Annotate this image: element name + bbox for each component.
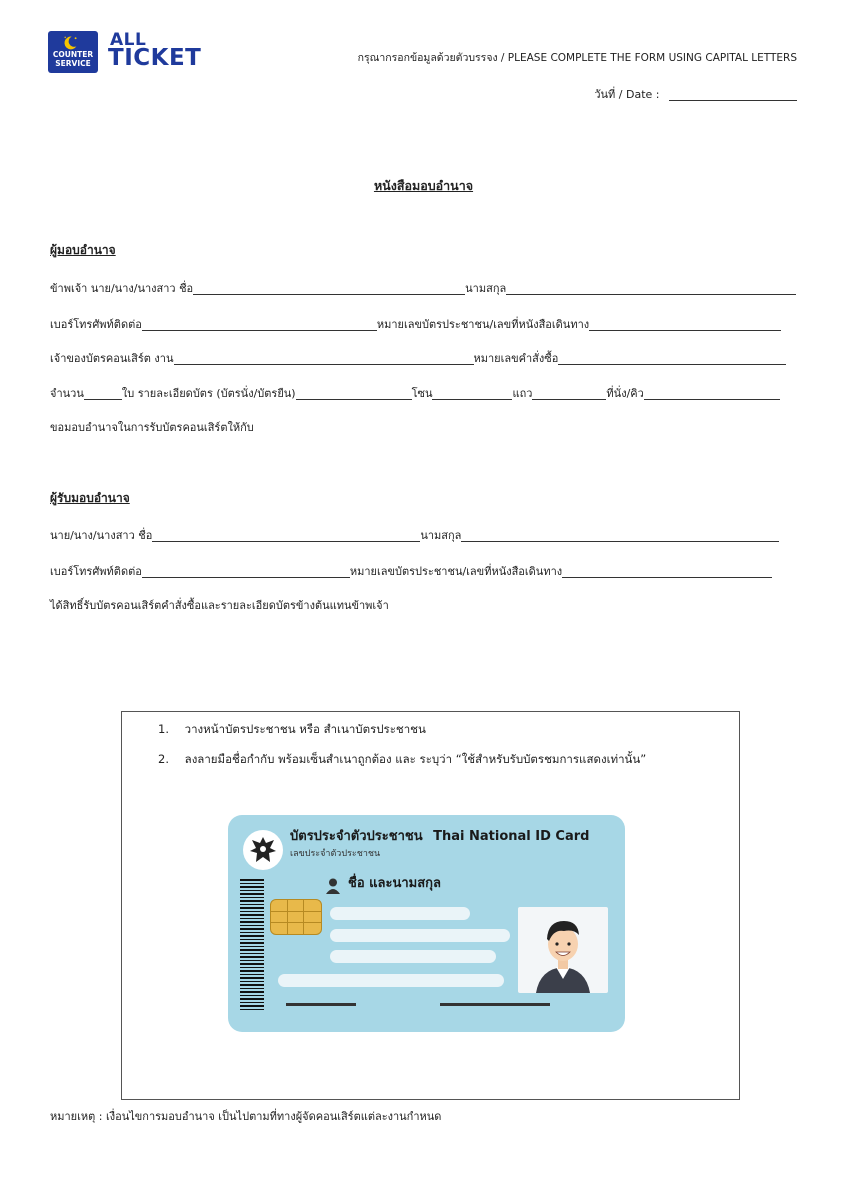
instruction-text: ลงลายมือชื่อกำกับ พร้อมเซ็นสำเนาถูกต้อง และ ระบุว่า “ใช้สำหรับรับบัตรชมการแสดงเท่านั้น”: [184, 752, 647, 766]
grantor-qty-field[interactable]: [84, 388, 122, 400]
logo-ticket-text: TICKET: [108, 45, 202, 71]
id-card-title: [290, 830, 589, 844]
grantor-contact-row: [50, 318, 781, 332]
instruction-number: 2.: [158, 752, 169, 766]
grantor-name-field[interactable]: [193, 283, 465, 295]
moon-icon: [62, 35, 78, 51]
grantor-row-label: แถว: [512, 387, 533, 400]
logo-service-text: SERVICE: [55, 59, 91, 68]
grantor-name-label: ข้าพเจ้า นาย/นาง/นางสาว ชื่อ: [50, 282, 194, 295]
grantor-id-field[interactable]: [589, 319, 781, 331]
placeholder-line: [330, 929, 510, 942]
signature-line: [286, 1003, 356, 1006]
date-row: [594, 88, 797, 102]
date-field[interactable]: [669, 89, 797, 101]
grantor-order-label: หมายเลขคำสั่งซื้อ: [473, 352, 559, 365]
garuda-emblem-icon: [242, 829, 284, 871]
grantor-detail-field[interactable]: [296, 388, 412, 400]
id-card-name-label: ชื่อ และนามสกุล: [348, 876, 442, 891]
barcode: [240, 879, 264, 1011]
grantee-id-label: หมายเลขบัตรประชาชน/เลขที่หนังสือเดินทาง: [349, 565, 563, 578]
logo-all-text: ALL: [110, 30, 147, 50]
id-photo: [518, 907, 608, 993]
id-card-subtitle: เลขประจำตัวประชาชน: [290, 849, 381, 859]
placeholder-line: [278, 974, 504, 987]
grantor-qty-label: จำนวน: [50, 387, 84, 400]
placeholder-line: [330, 907, 470, 920]
instruction-item: [158, 722, 426, 736]
grantee-heading: ผู้รับมอบอำนาจ: [50, 491, 130, 505]
grantee-id-field[interactable]: [562, 566, 772, 578]
grantor-name-row: [50, 282, 796, 296]
grantor-zone-label: โซน: [411, 387, 433, 400]
id-card-title-en: Thai National ID Card: [433, 829, 590, 844]
grantee-surname-label: นามสกุล: [420, 529, 462, 542]
grantor-seat-label: ที่นั่ง/คิว: [606, 387, 644, 400]
grantor-closing: ขอมอบอำนาจในการรับบัตรคอนเสิร์ตให้กับ: [50, 421, 254, 434]
grantor-row-field[interactable]: [532, 388, 606, 400]
grantee-name-row: [50, 529, 779, 543]
logo-counter-text: COUNTER: [52, 50, 94, 59]
footer-note: หมายเหตุ : เงื่อนไขการมอบอำนาจ เป็นไปตามที่ทางผู้จัดคอนเสิร์ตแต่ละงานกำหนด: [50, 1110, 442, 1123]
grantee-name-label: นาย/นาง/นางสาว ชื่อ: [50, 529, 153, 542]
grantee-closing: ได้สิทธิ์รับบัตรคอนเสิร์ตคำสั่งซื้อและรายละเอียดบัตรข้างต้นแทนข้าพเจ้า: [50, 599, 389, 612]
instruction-text: วางหน้าบัตรประชาชน หรือ สำเนาบัตรประชาชน: [184, 722, 426, 736]
id-card-title-th: บัตรประจำตัวประชาชน: [290, 829, 423, 844]
grantee-phone-field[interactable]: [142, 566, 350, 578]
page-title: หนังสือมอบอำนาจ: [373, 178, 474, 193]
counter-service-logo: [48, 31, 98, 73]
instruction-item: [158, 752, 646, 766]
person-icon: [326, 878, 340, 894]
grantee-phone-label: เบอร์โทรศัพท์ติดต่อ: [50, 565, 142, 578]
chip-icon: [270, 899, 322, 935]
grantor-owner-label: เจ้าของบัตรคอนเสิร์ต งาน: [50, 352, 174, 365]
grantor-heading: ผู้มอบอำนาจ: [50, 243, 116, 257]
signature-line: [440, 1003, 550, 1006]
form-instruction: กรุณากรอกข้อมูลด้วยตัวบรรจง / PLEASE COMPLETE THE FORM USING CAPITAL LETTERS: [357, 52, 797, 64]
id-card-illustration: [228, 815, 625, 1032]
grantee-contact-row: [50, 565, 772, 579]
grantor-detail-label: ใบ รายละเอียดบัตร (บัตรนั่ง/บัตรยืน): [121, 387, 296, 400]
grantor-id-label: หมายเลขบัตรประชาชน/เลขที่หนังสือเดินทาง: [376, 318, 590, 331]
grantee-name-field[interactable]: [152, 530, 420, 542]
instruction-number: 1.: [158, 722, 169, 736]
grantor-concert-row: [50, 352, 786, 366]
grantor-phone-field[interactable]: [142, 319, 377, 331]
grantor-seat-field[interactable]: [644, 388, 780, 400]
person-avatar-icon: [518, 907, 608, 993]
grantor-ticket-row: [50, 387, 780, 401]
grantor-zone-field[interactable]: [432, 388, 512, 400]
grantor-concert-field[interactable]: [174, 353, 474, 365]
placeholder-line: [330, 950, 496, 963]
grantor-phone-label: เบอร์โทรศัพท์ติดต่อ: [50, 318, 142, 331]
date-label: วันที่ / Date :: [594, 88, 660, 101]
grantor-order-field[interactable]: [558, 353, 786, 365]
grantor-surname-field[interactable]: [506, 283, 796, 295]
grantee-surname-field[interactable]: [461, 530, 779, 542]
grantor-surname-label: นามสกุล: [465, 282, 507, 295]
